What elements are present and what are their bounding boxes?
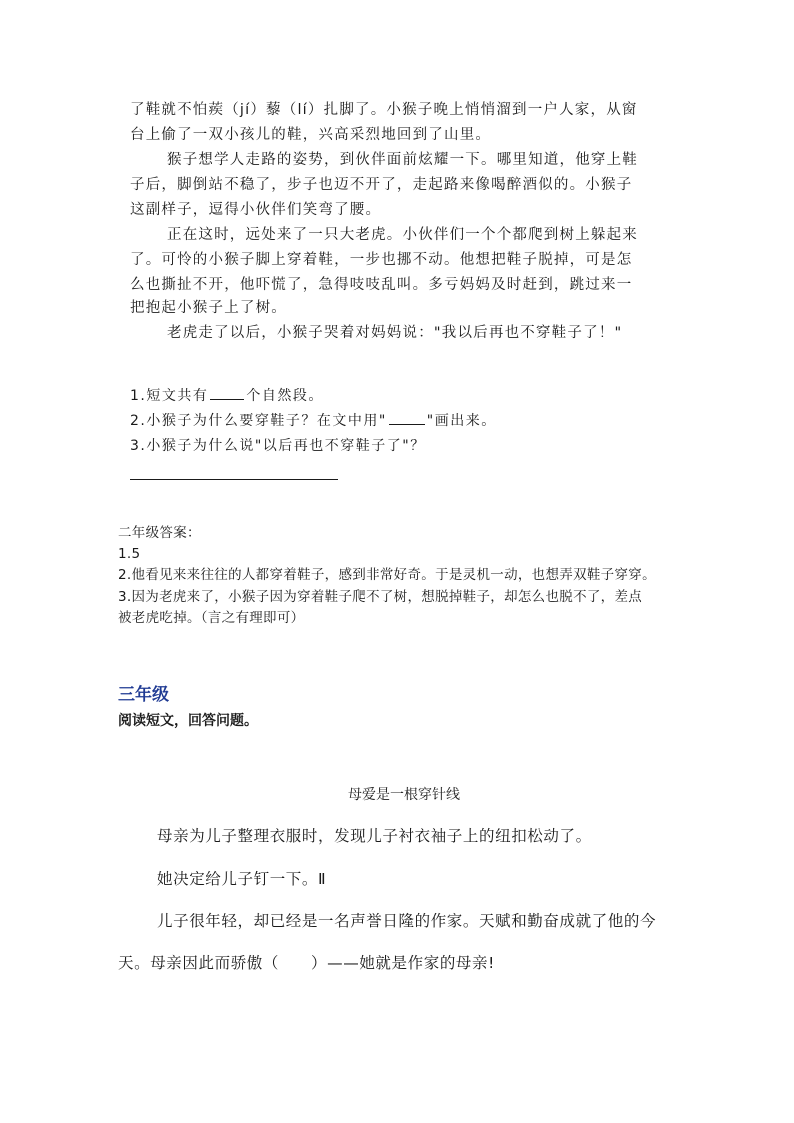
story-line-8: 么也撕扯不开，他吓慌了，急得吱吱乱叫。多亏妈妈及时赶到，跳过来一 [130, 277, 633, 293]
question-2 [130, 410, 497, 431]
grade-3-heading: 三年级 [118, 685, 169, 705]
question-1-blank [210, 385, 244, 400]
story-line-7: 了。可怜的小猴子脚上穿着鞋，一步也挪不动。他想把鞋子脱掉，可是怎 [130, 252, 633, 268]
story-line-6: 正在这时，远处来了一只大老虎。小伙伴们一个个都爬到树上躲起来 [167, 227, 638, 243]
question-2-text-after: "画出来。 [426, 413, 497, 429]
story-line-9: 把抱起小猴子上了树。 [130, 300, 287, 316]
story-line-2: 台上偷了一双小孩儿的鞋，兴高采烈地回到了山里。 [130, 127, 492, 143]
story-line-10: 老虎走了以后，小猴子哭着对妈妈说："我以后再也不穿鞋子了！" [167, 325, 623, 341]
story-line-3: 猴子想学人走路的姿势，到伙伴面前炫耀一下。哪里知道，他穿上鞋 [167, 152, 638, 168]
question-1-text-before: 1.短文共有 [130, 388, 209, 404]
answer-1: 1.5 [118, 546, 141, 562]
question-1-text-after: 个自然段。 [246, 388, 324, 404]
passage-line-after-paren: ）——她就是作家的母亲! [311, 954, 495, 972]
answer-2: 2.他看见来来往往的人都穿着鞋子，感到非常好奇。于是灵机一动，也想弄双鞋子穿穿。 [118, 567, 656, 583]
answer-3-line-2: 被老虎吃掉。（言之有理即可） [118, 610, 305, 626]
passage-paragraph-1: 母亲为儿子整理衣服时，发现儿子衬衣袖子上的纽扣松动了。 [157, 827, 592, 845]
question-1 [130, 385, 324, 406]
question-2-text-before: 2.小猴子为什么要穿鞋子？在文中用" [130, 413, 387, 429]
passage-title: 母爱是一根穿针线 [348, 787, 460, 803]
passage-line-before-paren: 天。母亲因此而骄傲（ [118, 954, 280, 972]
question-2-blank [389, 410, 425, 425]
passage-paragraph-3-line-1: 儿子很年轻，却已经是一名声誉日隆的作家。天赋和勤奋成就了他的今 [157, 912, 657, 930]
answer-3-line-1: 3.因为老虎来了，小猴子因为穿着鞋子爬不了树，想脱掉鞋子，却怎么也脱不了，差点 [118, 589, 643, 605]
question-3: 3.小猴子为什么说"以后再也不穿鞋子了"？ [130, 438, 426, 454]
story-line-1: 了鞋就不怕蒺（jí）藜（lí）扎脚了。小猴子晚上悄悄溜到一户人家，从窗 [130, 102, 638, 118]
answer-write-line [130, 479, 338, 480]
answers-heading: 二年级答案： [118, 525, 201, 541]
passage-paragraph-3-line-2 [118, 953, 495, 973]
story-line-4: 子后，脚倒站不稳了，步子也迈不开了，走起路来像喝醉酒似的。小猴子 [130, 177, 633, 193]
grade-3-instruction: 阅读短文，回答问题。 [118, 713, 258, 729]
story-line-5: 这副样子，逗得小伙伴们笑弯了腰。 [130, 202, 382, 218]
passage-paragraph-2: 她决定给儿子钉一下。Ⅱ [157, 870, 327, 888]
